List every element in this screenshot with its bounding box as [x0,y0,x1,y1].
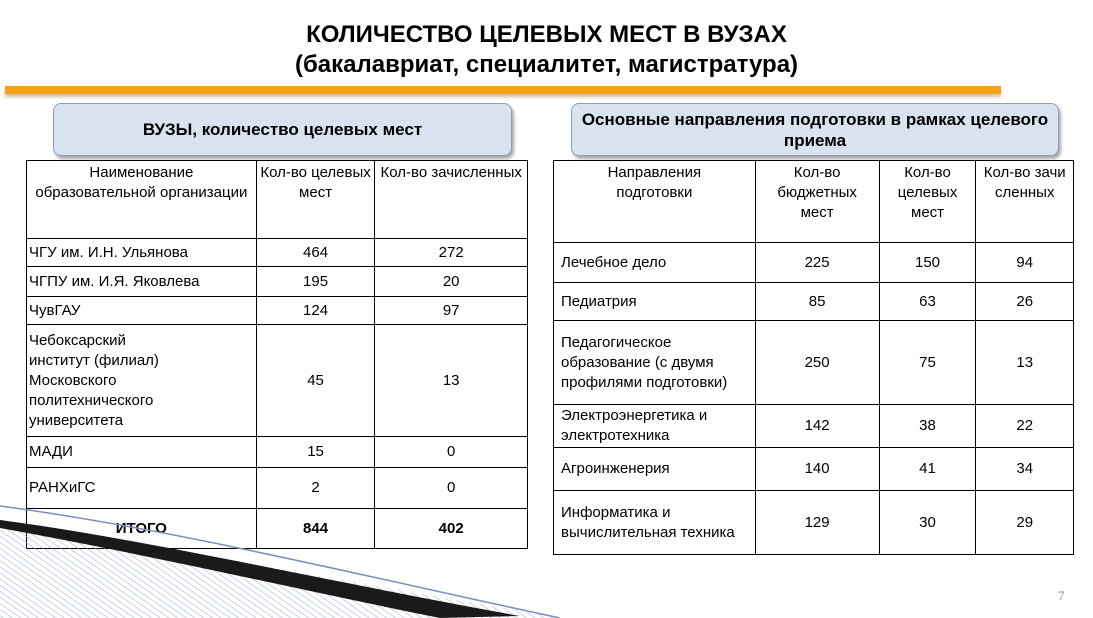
table-row [27,267,528,297]
direction-name: Педагогическое образование (с двумя профилями подготовки) [554,321,756,405]
enrolled-count: 26 [976,283,1074,321]
enrolled-count: 0 [375,468,528,509]
budget-places: 225 [755,243,879,283]
university-name: ЧГУ им. И.Н. Ульянова [27,239,257,267]
table-row [554,321,1074,405]
target-places: 195 [256,267,375,297]
accent-bar [5,86,1001,94]
university-name: ЧГПУ им. И.Я. Яковлева [27,267,257,297]
enrolled-count: 13 [976,321,1074,405]
enrolled-count: 13 [375,325,528,437]
table-row [554,405,1074,448]
page-number: 7 [1058,588,1065,603]
table-header-row [27,161,528,239]
budget-places: 85 [755,283,879,321]
enrolled-count: 22 [976,405,1074,448]
target-places: 41 [879,448,976,491]
decorative-swoosh [0,500,560,618]
university-name: РАНХиГС [27,468,257,509]
column-header: Кол-во целевых мест [879,161,976,243]
enrolled-count: 29 [976,491,1074,555]
table-row [554,283,1074,321]
column-header: Наименование образовательной организации [27,161,257,239]
enrolled-count: 0 [375,437,528,468]
slide-title [0,20,1093,80]
table-row [554,448,1074,491]
column-header: Кол-во бюджетных мест [755,161,879,243]
enrolled-count: 97 [375,297,528,325]
universities-table [26,160,528,549]
direction-name: Информатика и вычислительная техника [554,491,756,555]
total-label: ИТОГО [27,509,257,549]
budget-places: 142 [755,405,879,448]
university-name: МАДИ [27,437,257,468]
target-places: 150 [879,243,976,283]
university-name: Чебоксарский институт (филиал) Московского политехнического университета [27,325,257,437]
universities-panel-header-label: ВУЗЫ, количество целевых мест [142,119,423,139]
column-header: Направления подготовки [554,161,756,243]
column-header: Кол-во зачисленных [375,161,528,239]
target-places: 63 [879,283,976,321]
directions-table [553,160,1074,555]
total-enrolled: 402 [375,509,528,549]
column-header: Кол-во зачисленных [976,161,1074,243]
column-header: Кол-во целевых мест [256,161,375,239]
budget-places: 140 [755,448,879,491]
table-row [27,325,528,437]
target-places: 15 [256,437,375,468]
table-row [27,297,528,325]
directions-panel-header-label: Основные направления подготовки в рамках целевого приема [581,109,1049,150]
target-places: 45 [256,325,375,437]
direction-name: Агроинженерия [554,448,756,491]
table-row [554,491,1074,555]
table-row [27,437,528,468]
enrolled-count: 272 [375,239,528,267]
enrolled-count: 20 [375,267,528,297]
target-places: 38 [879,405,976,448]
universities-panel-header [53,103,512,156]
enrolled-count: 34 [976,448,1074,491]
target-places: 75 [879,321,976,405]
enrolled-count: 94 [976,243,1074,283]
table-row [554,243,1074,283]
target-places: 124 [256,297,375,325]
target-places: 2 [256,468,375,509]
direction-name: Электроэнергетика и электротехника [554,405,756,448]
budget-places: 250 [755,321,879,405]
slide-title-line1: КОЛИЧЕСТВО ЦЕЛЕВЫХ МЕСТ В ВУЗАХ [306,21,787,48]
target-places: 30 [879,491,976,555]
table-row [27,239,528,267]
budget-places: 129 [755,491,879,555]
slide-title-line2: (бакалавриат, специалитет, магистратура) [294,51,799,78]
target-places: 464 [256,239,375,267]
university-name: ЧувГАУ [27,297,257,325]
table-header-row [554,161,1074,243]
direction-name: Педиатрия [554,283,756,321]
directions-panel-header [571,103,1059,156]
total-places: 844 [256,509,375,549]
direction-name: Лечебное дело [554,243,756,283]
